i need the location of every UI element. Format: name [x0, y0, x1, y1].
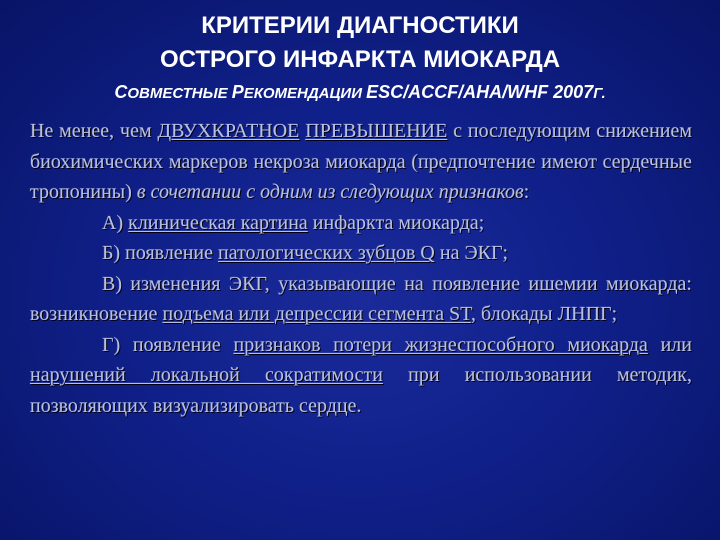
- text-run: в сочетании с одним из следующих признаков: [136, 181, 524, 203]
- text-run: нарушений локальной сократимости: [30, 364, 383, 386]
- text-run: Б) появление: [102, 242, 218, 264]
- text-run: Не менее, чем: [30, 120, 158, 142]
- slide-subtitle: [0, 82, 720, 103]
- text-run: подъема или депрессии сегмента ST: [162, 303, 472, 325]
- text-run: ДВУХКРАТНОЕ: [157, 120, 300, 142]
- criteria-body: [30, 116, 692, 421]
- subtitle-part: ESC/ACCF/AHA/WHF 2007: [366, 82, 594, 102]
- slide-title-line-2: ОСТРОГО ИНФАРКТА МИОКАРДА: [159, 46, 561, 73]
- text-run: Г) появление: [102, 333, 234, 356]
- text-run: признаков потери жизнеспособного миокарда: [233, 333, 648, 356]
- text-run: патологических зубцов Q: [218, 242, 435, 264]
- slide-title-line-1: КРИТЕРИИ ДИАГНОСТИКИ: [201, 12, 519, 39]
- text-run: клиническая картина: [128, 211, 308, 234]
- text-run: В) изменения ЭКГ, указывающие на появление ишемии миокарда: возникновение: [30, 272, 692, 325]
- text-run: на ЭКГ;: [434, 242, 509, 264]
- criterion-b: [30, 238, 692, 269]
- text-run: , блокады ЛНПГ;: [471, 303, 618, 325]
- text-run: с последующим снижением биохимических маркеров некроза миокарда (предпочтение имеют сердечные тропонины): [30, 120, 693, 203]
- text-run: ПРЕВЫШЕНИЕ: [305, 120, 448, 142]
- subtitle-part: ОВМЕСТНЫЕ: [127, 85, 232, 102]
- criterion-a: [30, 208, 692, 239]
- text-run: :: [523, 181, 530, 203]
- text-run: или: [647, 333, 692, 356]
- subtitle-part: ЕКОМЕНДАЦИИ: [243, 85, 367, 102]
- criteria-intro: [30, 116, 692, 208]
- text-run: А): [102, 211, 129, 234]
- subtitle-part: Г.: [593, 85, 606, 102]
- criterion-d: [30, 330, 692, 422]
- subtitle-part: С: [114, 82, 128, 102]
- subtitle-part: Р: [231, 82, 244, 102]
- text-run: при использовании методик, позволяющих визуализировать сердце.: [30, 364, 692, 417]
- text-run: инфаркта миокарда;: [307, 211, 485, 234]
- criterion-c: [30, 269, 692, 330]
